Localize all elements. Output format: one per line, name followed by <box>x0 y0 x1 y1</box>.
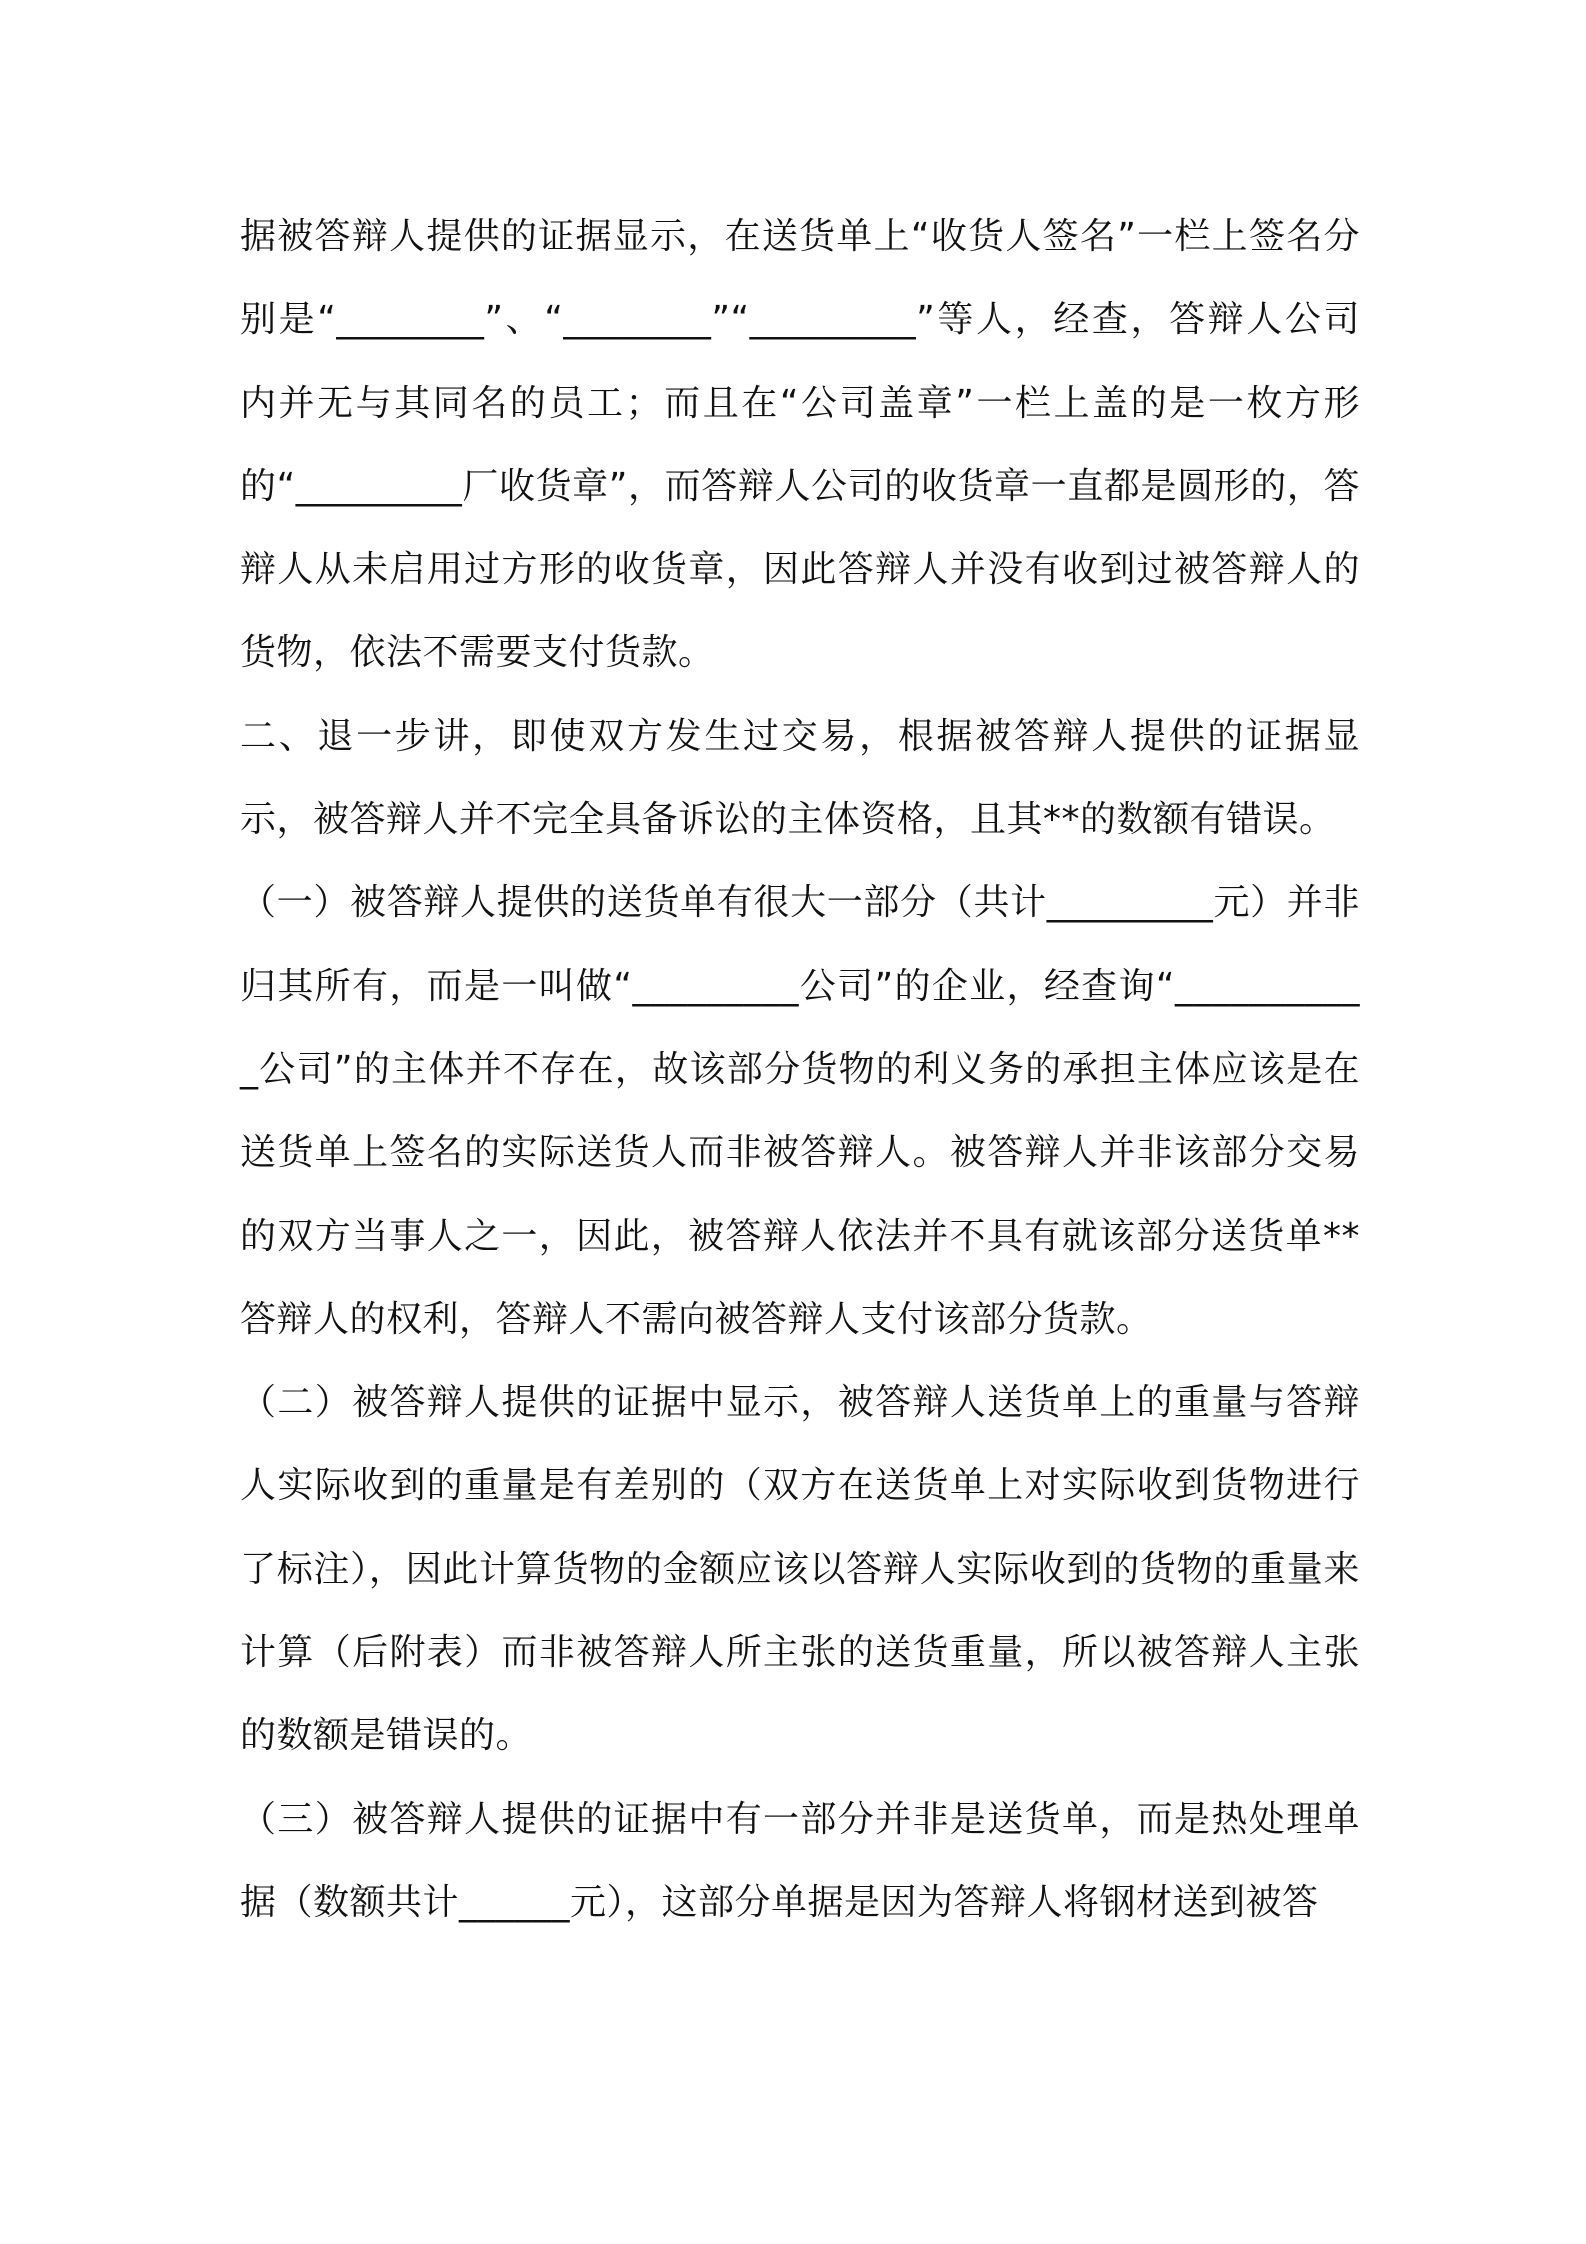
paragraph-section-two: 二、退一步讲，即使双方发生过交易，根据被答辩人提供的证据显示，被答辩人并不完全具备诉讼的主体资格，且其**的数额有错误。 <box>240 715 1360 841</box>
paragraph-subsection-one: （一）被答辩人提供的送货单有很大一部分（共计_________元）并非归其所有，而是一叫做“_________公司”的企业，经查询“___________公司”的主体并不存在，故该部分货物的利义务的承担主体应该是在送货单上签名的实际送货人而非被答辩人。被答辩人并非该部分交易的双方当事人之一，因此，被答辩人依法并不具有就该部分送货单**答辩人的权利，答辩人不需向被答辩人支付该部分货款。 <box>240 882 1360 1340</box>
document-page <box>240 195 1360 1944</box>
paragraph-subsection-three: （三）被答辩人提供的证据中有一部分并非是送货单，而是热处理单据（数额共计______元），这部分单据是因为答辩人将钢材送到被答 <box>240 1798 1360 1923</box>
paragraph-subsection-two: （二）被答辩人提供的证据中显示，被答辩人送货单上的重量与答辩人实际收到的重量是有差别的（双方在送货单上对实际收到货物进行了标注），因此计算货物的金额应该以答辩人实际收到的货物的重量来计算（后附表）而非被答辩人所主张的送货重量，所以被答辩人主张的数额是错误的。 <box>240 1382 1360 1757</box>
paragraph-evidence-signatures: 据被答辩人提供的证据显示，在送货单上“收货人签名”一栏上签名分别是“________”、“________”“_________”等人，经查，答辩人公司内并无与其同名的员工；而且在“公司盖章”一栏上盖的是一枚方形的“_________厂收货章”，而答辩人公司的收货章一直都是圆形的，答辩人从未启用过方形的收货章，因此答辩人并没有收到过被答辩人的货物，依法不需要支付货款。 <box>240 216 1360 674</box>
